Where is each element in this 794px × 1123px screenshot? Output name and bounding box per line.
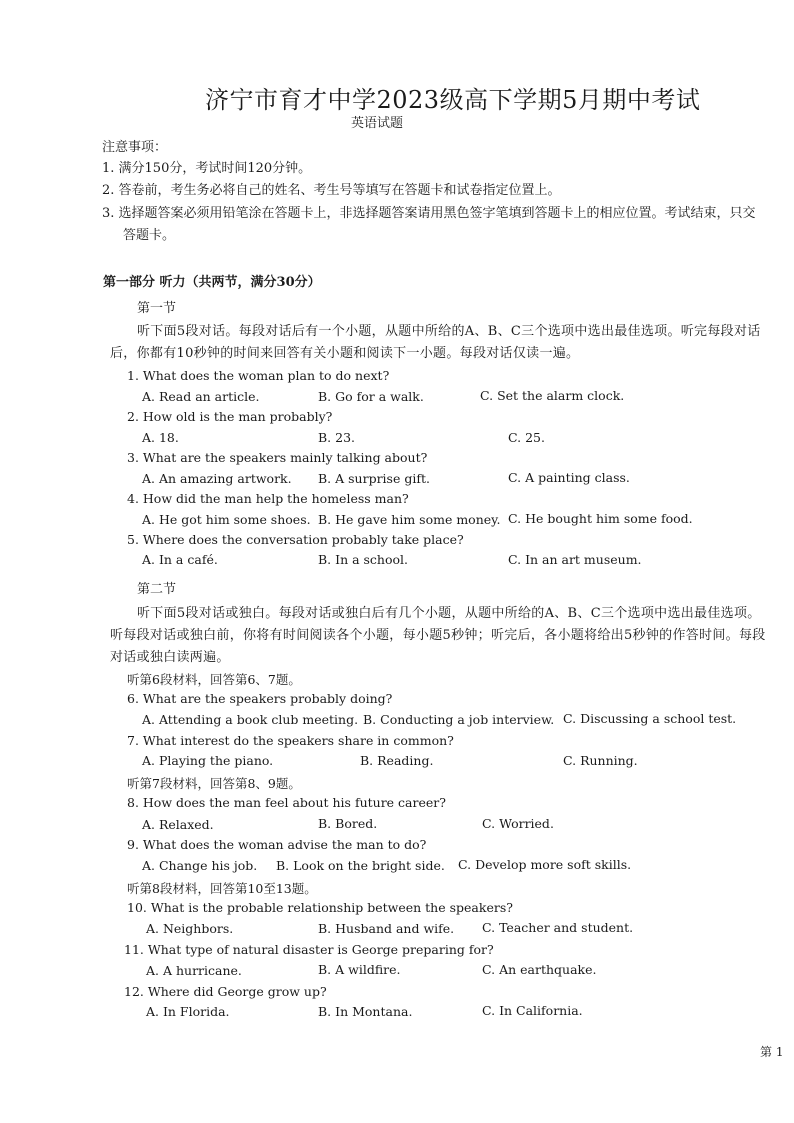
option-b: B. In a school. (318, 552, 409, 567)
option-c: C. He bought him some food. (508, 511, 693, 526)
section1-instruction-line: 后，你都有10秒钟的时间来回答有关小题和阅读下一小题。每段对话仅读一遍。 (110, 346, 580, 361)
material-note: 听第6段材料，回答第6、7题。 (127, 672, 301, 687)
option-a: A. Relaxed. (142, 817, 214, 832)
question-stem: 2. How old is the man probably? (127, 409, 333, 424)
option-c: C. A painting class. (508, 470, 630, 485)
notice-item-continued: 答题卡。 (123, 228, 176, 243)
option-b: B. A surprise gift. (318, 471, 430, 486)
question-stem: 9. What does the woman advise the man to do? (127, 837, 427, 852)
option-b: B. Conducting a job interview. (363, 712, 555, 727)
notice-heading: 注意事项： (102, 140, 168, 155)
question-stem: 5. Where does the conversation probably take place? (127, 532, 464, 547)
option-a: A. In Florida. (146, 1004, 230, 1019)
option-a: A. An amazing artwork. (142, 471, 292, 486)
question-stem: 4. How did the man help the homeless man? (127, 491, 409, 506)
question-stem: 6. What are the speakers probably doing? (127, 691, 393, 706)
question-stem: 7. What interest do the speakers share in common? (127, 733, 454, 748)
option-c: C. Discussing a school test. (563, 711, 737, 726)
option-b: B. Look on the bright side. (276, 858, 445, 873)
option-a: A. Playing the piano. (142, 753, 274, 768)
option-c: C. Teacher and student. (482, 920, 634, 935)
section2-label: 第二节 (137, 582, 177, 597)
option-b: B. Bored. (318, 816, 378, 831)
option-a: A. He got him some shoes. (142, 512, 311, 527)
part1-heading: 第一部分 听力（共两节，满分30分） (103, 275, 321, 290)
section2-instruction-line: 听下面5段对话或独白。每段对话或独白后有几个小题，从题中所给的A、B、C三个选项中选出最佳选项。 (137, 606, 761, 621)
option-a: A. Attending a book club meeting. (142, 712, 359, 727)
option-c: C. Develop more soft skills. (458, 857, 632, 872)
option-c: C. Worried. (482, 816, 554, 831)
section1-instruction-line: 听下面5段对话。每段对话后有一个小题，从题中所给的A、B、C三个选项中选出最佳选项。听完每段对话 (137, 324, 761, 339)
option-b: B. Go for a walk. (318, 389, 424, 404)
option-a: A. Change his job. (142, 858, 258, 873)
option-b: B. Reading. (360, 753, 434, 768)
notice-item: 2. 答卷前，考生务必将自己的姓名、考生号等填写在答题卡和试卷指定位置上。 (102, 183, 561, 198)
question-stem: 8. How does the man feel about his future career? (127, 795, 446, 810)
section1-label: 第一节 (137, 301, 177, 316)
notice-item: 1. 满分150分，考试时间120分钟。 (102, 161, 312, 176)
section2-instruction-line: 对话或独白读两遍。 (110, 650, 230, 665)
question-stem: 11. What type of natural disaster is George preparing for? (124, 942, 494, 957)
exam-title: 济宁市育才中学2023级高下学期5月期中考试 (205, 86, 701, 114)
option-a: A. 18. (142, 430, 179, 445)
question-stem: 12. Where did George grow up? (124, 984, 327, 999)
question-stem: 1. What does the woman plan to do next? (127, 368, 390, 383)
option-a: A. A hurricane. (146, 963, 242, 978)
option-c: C. 25. (508, 430, 545, 445)
option-a: A. In a café. (142, 552, 218, 567)
option-c: C. An earthquake. (482, 962, 597, 977)
notice-item: 3. 选择题答案必须用铅笔涂在答题卡上，非选择题答案请用黑色签字笔填到答题卡上的相应位置。考试结束，只交 (102, 206, 756, 221)
option-b: B. A wildfire. (318, 962, 401, 977)
option-b: B. Husband and wife. (318, 921, 455, 936)
section2-instruction-line: 听每段对话或独白前，你将有时间阅读各个小题，每小题5秒钟；听完后，各小题将给出5秒钟的作答时间。每段 (110, 628, 766, 643)
page-number: 第 1 (760, 1045, 784, 1059)
question-stem: 10. What is the probable relationship between the speakers? (127, 900, 513, 915)
option-c: C. Set the alarm clock. (480, 388, 625, 403)
exam-subtitle: 英语试题 (351, 116, 404, 131)
option-b: B. In Montana. (318, 1004, 413, 1019)
option-b: B. 23. (318, 430, 356, 445)
option-c: C. In California. (482, 1003, 583, 1018)
option-c: C. In an art museum. (508, 552, 642, 567)
option-c: C. Running. (563, 753, 638, 768)
option-a: A. Read an article. (142, 389, 260, 404)
material-note: 听第8段材料，回答第10至13题。 (127, 881, 317, 896)
material-note: 听第7段材料，回答第8、9题。 (127, 776, 301, 791)
option-b: B. He gave him some money. (318, 512, 501, 527)
option-a: A. Neighbors. (146, 921, 234, 936)
question-stem: 3. What are the speakers mainly talking about? (127, 450, 428, 465)
